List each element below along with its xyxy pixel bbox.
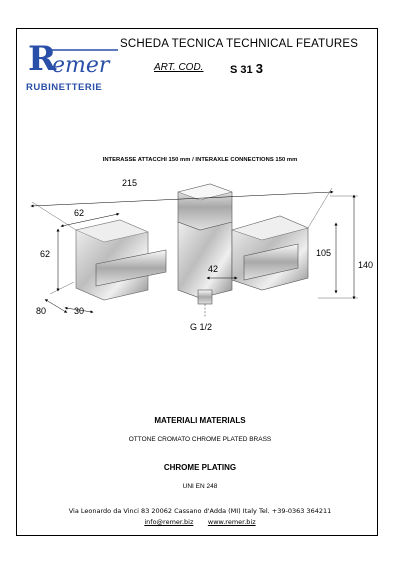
dim-total-width: 215 xyxy=(122,178,138,188)
dim-handle-height: 62 xyxy=(40,249,51,259)
plating-heading: CHROME PLATING xyxy=(163,463,237,472)
footer-email-link[interactable]: info@remer.biz xyxy=(144,518,194,526)
standard-line: UNI EN 248 xyxy=(182,483,218,490)
product-body xyxy=(76,184,308,304)
footer-website-link[interactable]: www.remer.biz xyxy=(207,518,256,526)
document-title: SCHEDA TECNICA TECHNICAL FEATURES xyxy=(120,38,359,50)
interaxle-note: INTERASSE ATTACCHI 150 mm / INTERAXLE CONNECTIONS 150 mm xyxy=(102,157,298,163)
dim-body-height: 105 xyxy=(316,248,332,258)
article-code-suffix: 3 xyxy=(255,61,263,76)
article-code-prefix: S 31 xyxy=(230,64,253,76)
mixer-technical-drawing xyxy=(18,172,378,340)
brand-subtitle: RUBINETTERIE xyxy=(26,82,103,93)
logo-rest: emer xyxy=(52,53,110,78)
dim-total-height: 140 xyxy=(358,260,374,270)
article-code xyxy=(230,61,263,76)
dimension-total-height xyxy=(318,196,358,298)
dim-depth: 80 xyxy=(36,306,47,316)
materials-heading: MATERIALI MATERIALS xyxy=(154,416,246,425)
dim-offset: 30 xyxy=(74,306,85,316)
materials-line: OTTONE CROMATO CHROME PLATED BRASS xyxy=(128,436,272,443)
art-cod-label: ART. COD. xyxy=(154,62,204,73)
footer-contacts xyxy=(0,518,400,526)
footer-address: Via Leonardo da Vinci 83 20062 Cassano d'Adda (MI) Italy Tel. +39-0363 364211 xyxy=(68,507,332,515)
dim-handle-width: 62 xyxy=(74,208,85,218)
dim-connection-width: 42 xyxy=(208,264,219,274)
dimension-depth xyxy=(46,282,74,312)
dim-thread: G 1/2 xyxy=(190,322,213,332)
remer-logo xyxy=(26,38,122,88)
logo-r: R xyxy=(28,39,57,79)
